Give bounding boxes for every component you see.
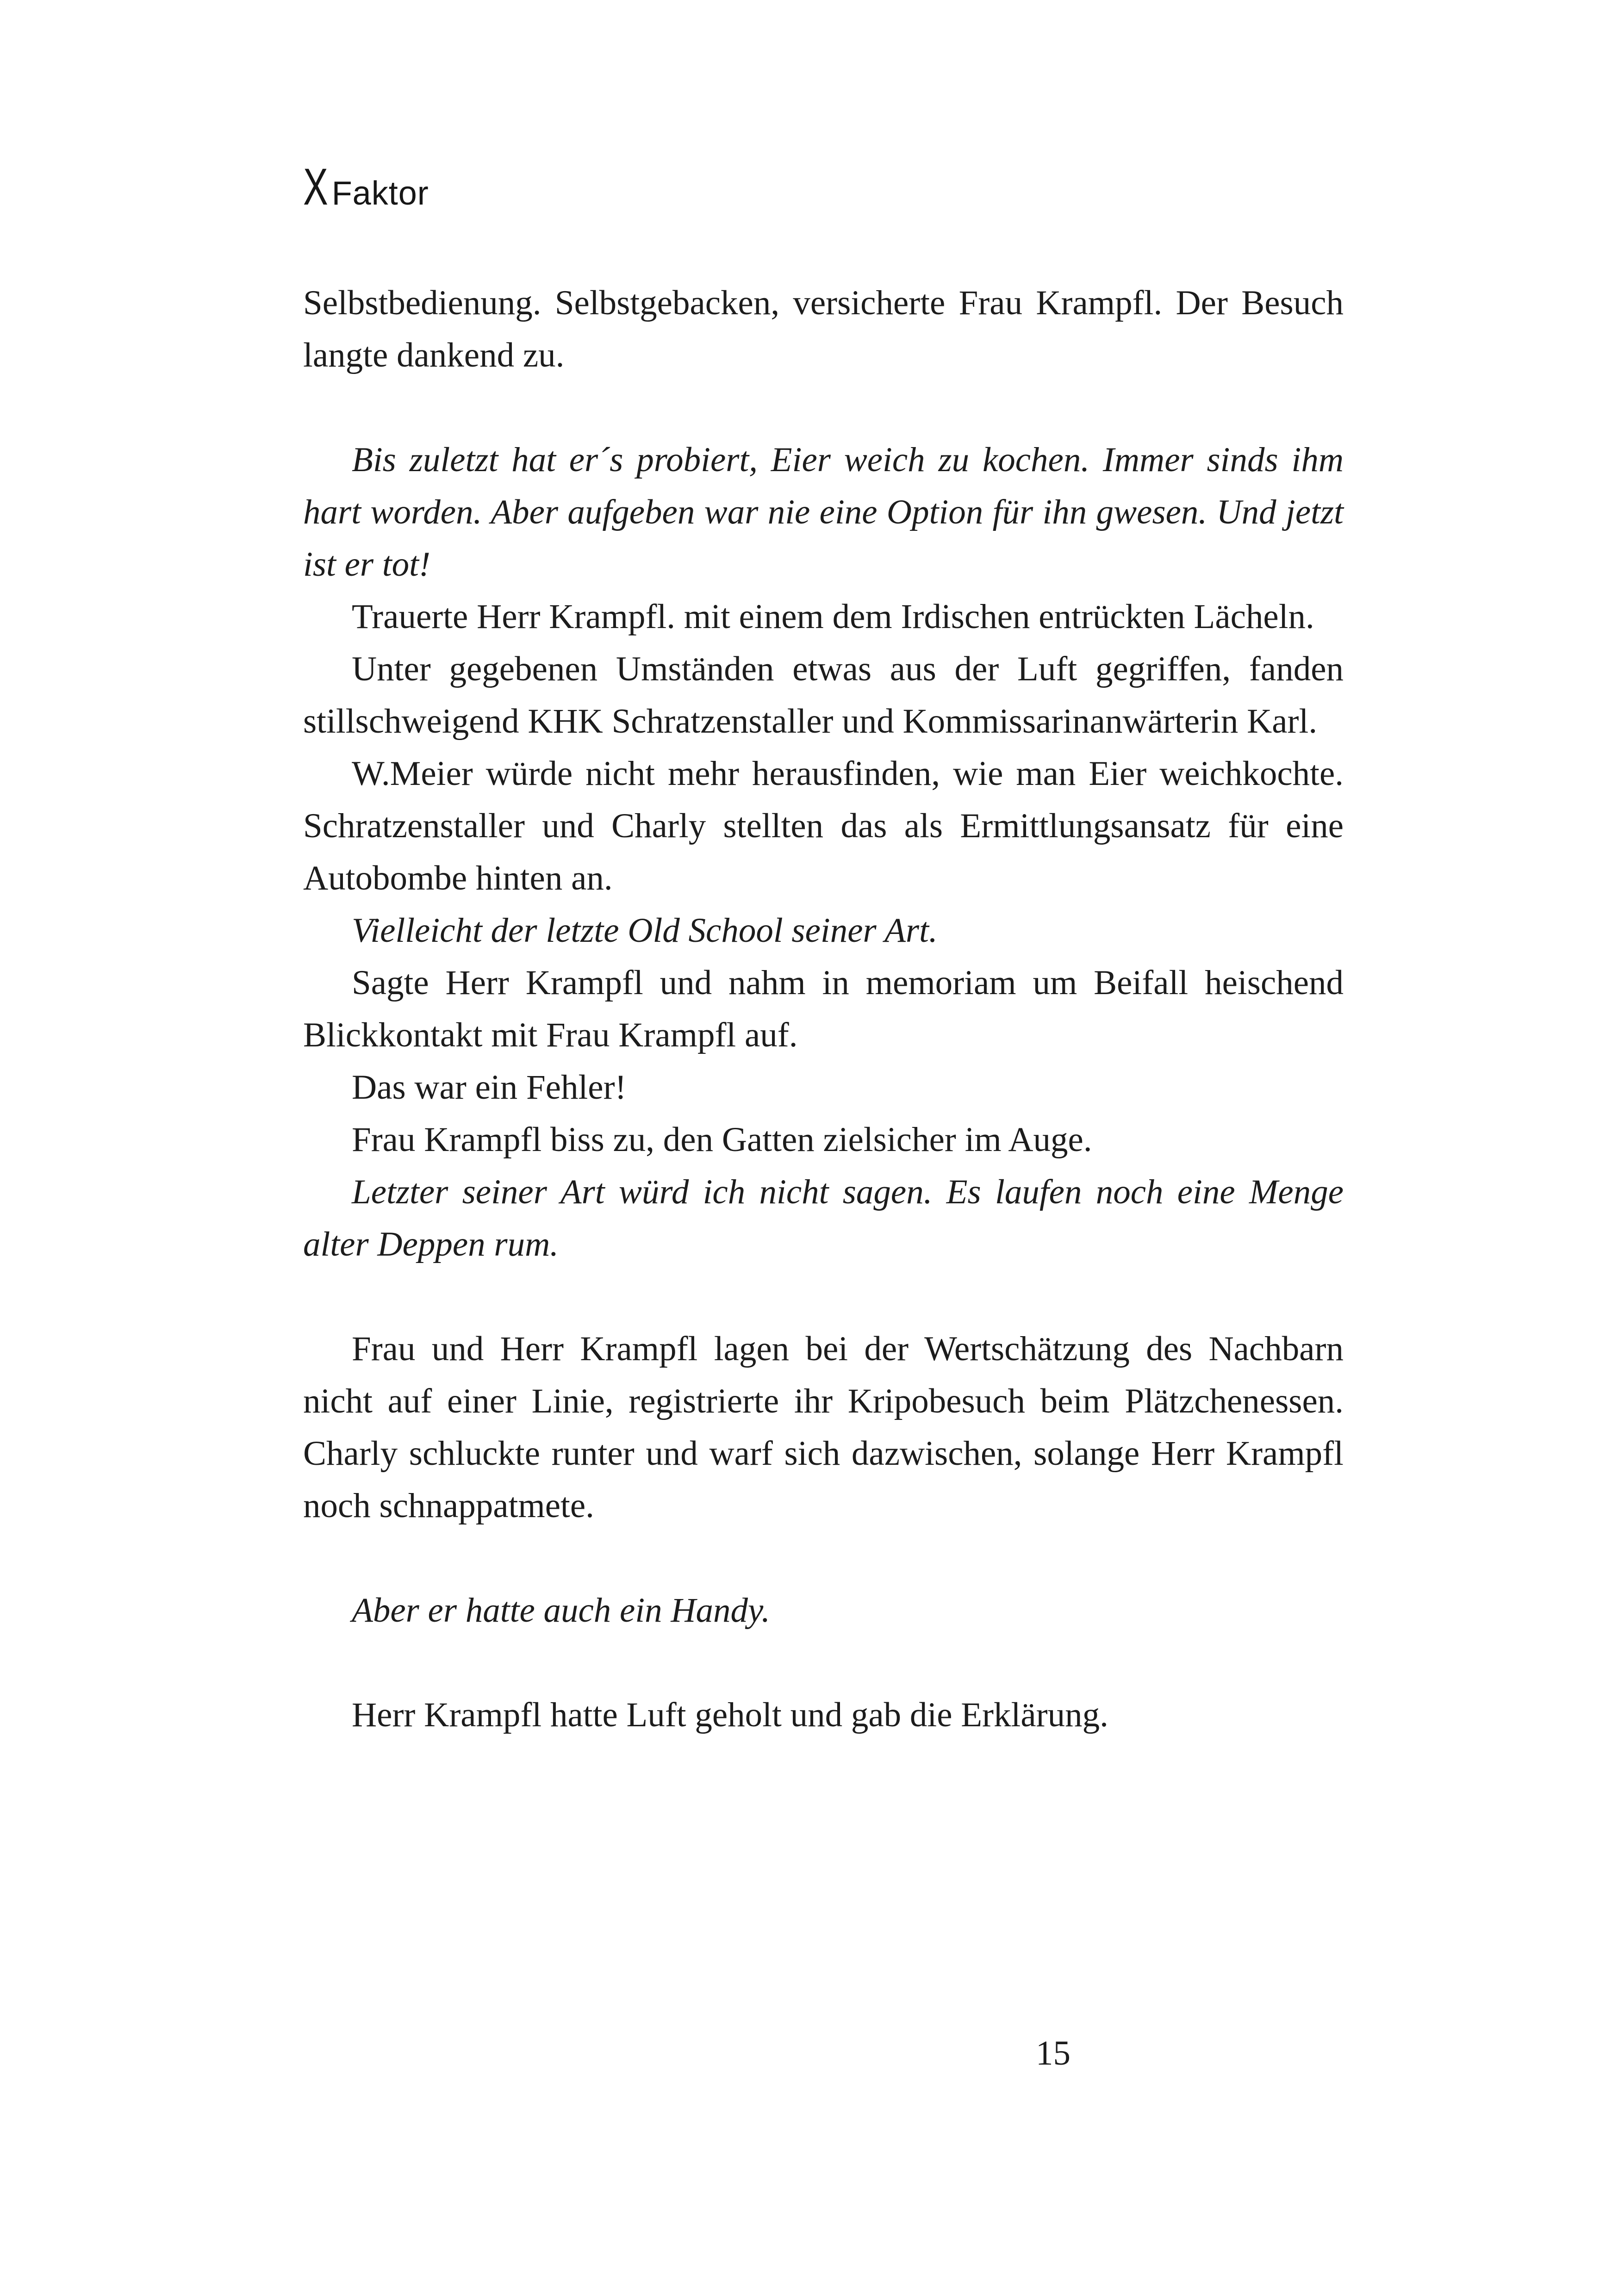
paragraph: Bis zuletzt hat er´s probiert, Eier weich zu kochen. Immer sinds ihm hart worden. Aber aufgeben war nie eine Option für ihn gwesen. Und jetzt ist er tot! [303,441,1344,584]
body-text [303,277,1344,1741]
paragraph: Frau Krampfl biss zu, den Gatten zielsicher im Auge. [352,1120,1092,1159]
page-header [303,158,429,216]
paragraph: Trauerte Herr Krampfl. mit einem dem Irdischen entrückten Lächeln. [352,597,1314,636]
paragraph: Sagte Herr Krampfl und nahm in memoriam um Beifall heischend Blickkontakt mit Frau Krampfl auf. [303,964,1344,1054]
paragraph: Letzter seiner Art würd ich nicht sagen. Es laufen noch eine Menge alter Deppen rum. [303,1173,1344,1263]
paragraph: Herr Krampfl hatte Luft geholt und gab die Erklärung. [352,1696,1108,1734]
paragraph: Unter gegebenen Umständen etwas aus der Luft gegriffen, fanden stillschweigend KHK Schratzenstaller und Kommissarinanwärterin Karl. [303,650,1344,740]
paragraph: Frau und Herr Krampfl lagen bei der Wertschätzung des Nachbarn nicht auf einer Linie, registrierte ihr Kripobesuch beim Plätzchenessen. Charly schluckte runter und warf sich dazwischen, solange Herr Krampfl noch schnappatmete. [303,1330,1344,1525]
paragraph: Das war ein Fehler! [352,1068,627,1107]
paragraph: Vielleicht der letzte Old School seiner Art. [352,911,938,950]
paragraph: Aber er hatte auch ein Handy. [352,1591,770,1630]
page-number: 15 [1036,2034,1070,2072]
header-logo-x: X [303,158,329,216]
page-footer [303,2027,1344,2079]
header-logo-text: Faktor [331,175,429,212]
paragraph: W.Meier würde nicht mehr herausfinden, wie man Eier weichkochte. Schratzenstaller und Charly stellten das als Ermittlungsansatz für eine Autobombe hinten an. [303,754,1344,897]
paragraph: Selbstbedienung. Selbstgebacken, versicherte Frau Krampfl. Der Besuch langte dankend zu. [303,284,1344,374]
